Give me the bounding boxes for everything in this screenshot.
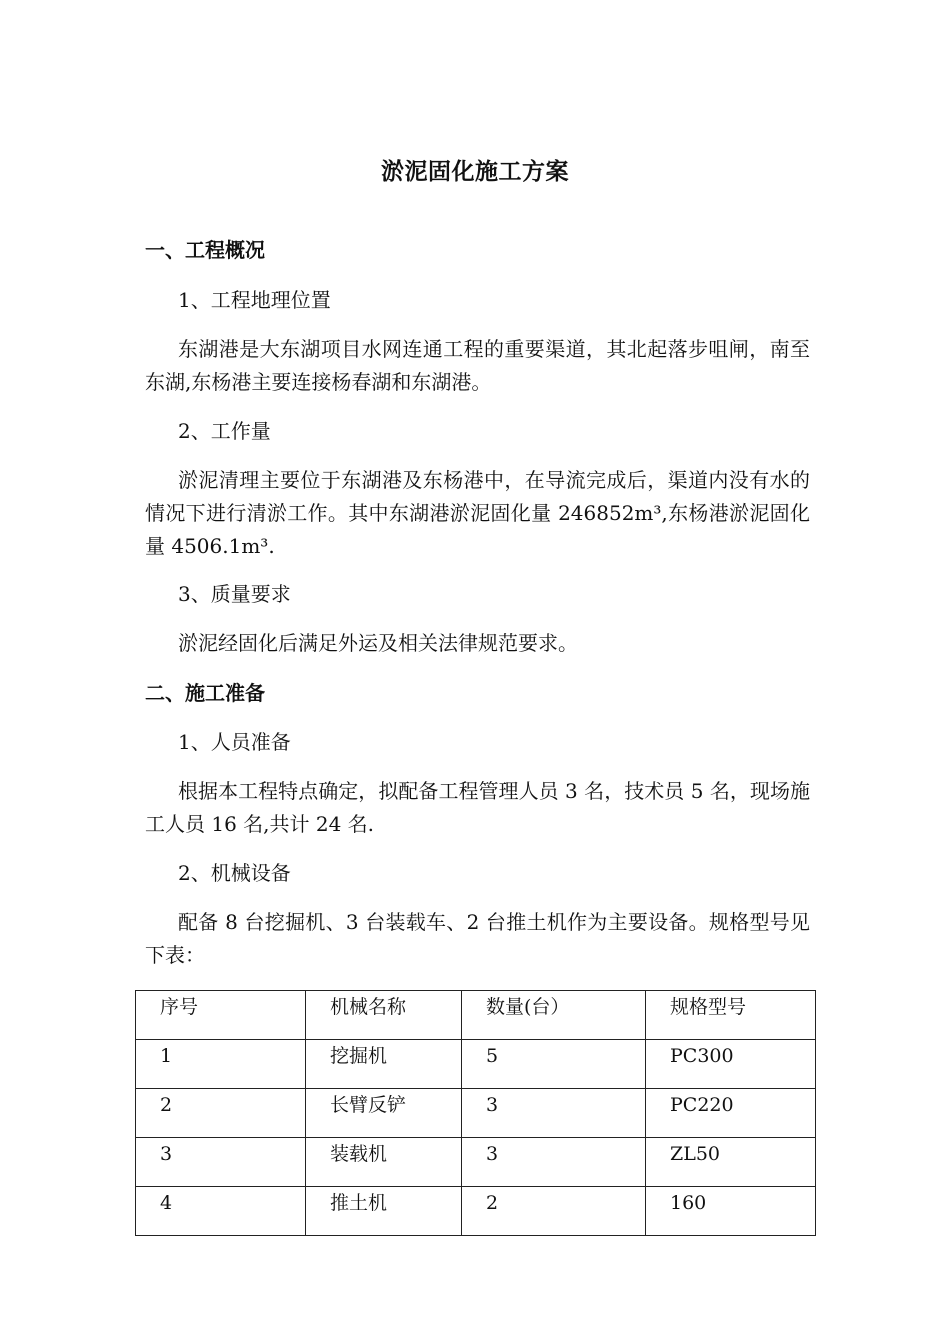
table-row xyxy=(136,1187,816,1236)
document-title: 淤泥固化施工方案 xyxy=(381,159,569,185)
table-cell: 160 xyxy=(646,1187,816,1236)
subheading-workload: 2、工作量 xyxy=(178,419,271,443)
table-cell: 装载机 xyxy=(306,1138,462,1187)
paragraph-machinery: 配备 8 台挖掘机、3 台装载车、2 台推土机作为主要设备。规格型号见下表： xyxy=(145,910,810,967)
subheading-quality: 3、质量要求 xyxy=(178,582,291,606)
section-heading-overview: 一、工程概况 xyxy=(145,238,265,262)
subheading-machinery: 2、机械设备 xyxy=(178,861,291,885)
table-header-cell: 规格型号 xyxy=(646,991,816,1040)
table-cell: 5 xyxy=(462,1040,646,1089)
paragraph-quality: 淤泥经固化后满足外运及相关法律规范要求。 xyxy=(178,631,578,655)
table-header-cell: 机械名称 xyxy=(306,991,462,1040)
subheading-location: 1、工程地理位置 xyxy=(178,288,331,312)
table-cell: 1 xyxy=(136,1040,306,1089)
table-cell: 4 xyxy=(136,1187,306,1236)
table-cell: ZL50 xyxy=(646,1138,816,1187)
table-cell: 长臂反铲 xyxy=(306,1089,462,1138)
table-cell: 3 xyxy=(136,1138,306,1187)
table-cell: 2 xyxy=(462,1187,646,1236)
table-row xyxy=(136,1040,816,1089)
table-cell: 3 xyxy=(462,1089,646,1138)
table-cell: PC220 xyxy=(646,1089,816,1138)
table-header-cell: 数量(台） xyxy=(462,991,646,1040)
table-header-cell: 序号 xyxy=(136,991,306,1040)
paragraph-personnel: 根据本工程特点确定，拟配备工程管理人员 3 名，技术员 5 名，现场施工人员 16 名,共计 24 名. xyxy=(145,779,810,836)
section-heading-preparation: 二、施工准备 xyxy=(145,681,265,705)
table-cell: 2 xyxy=(136,1089,306,1138)
table-cell: 挖掘机 xyxy=(306,1040,462,1089)
table-row xyxy=(136,1089,816,1138)
table-cell: 3 xyxy=(462,1138,646,1187)
table-row xyxy=(136,1138,816,1187)
equipment-table xyxy=(135,990,816,1236)
paragraph-workload: 淤泥清理主要位于东湖港及东杨港中，在导流完成后，渠道内没有水的情况下进行清淤工作。其中东湖港淤泥固化量 246852m³,东杨港淤泥固化量 4506.1m³. xyxy=(145,468,810,558)
table-cell: PC300 xyxy=(646,1040,816,1089)
table-header-row xyxy=(136,991,816,1040)
table-cell: 推土机 xyxy=(306,1187,462,1236)
paragraph-location: 东湖港是大东湖项目水网连通工程的重要渠道，其北起落步咀闸，南至东湖,东杨港主要连接杨春湖和东湖港。 xyxy=(145,337,810,394)
subheading-personnel: 1、人员准备 xyxy=(178,730,291,754)
